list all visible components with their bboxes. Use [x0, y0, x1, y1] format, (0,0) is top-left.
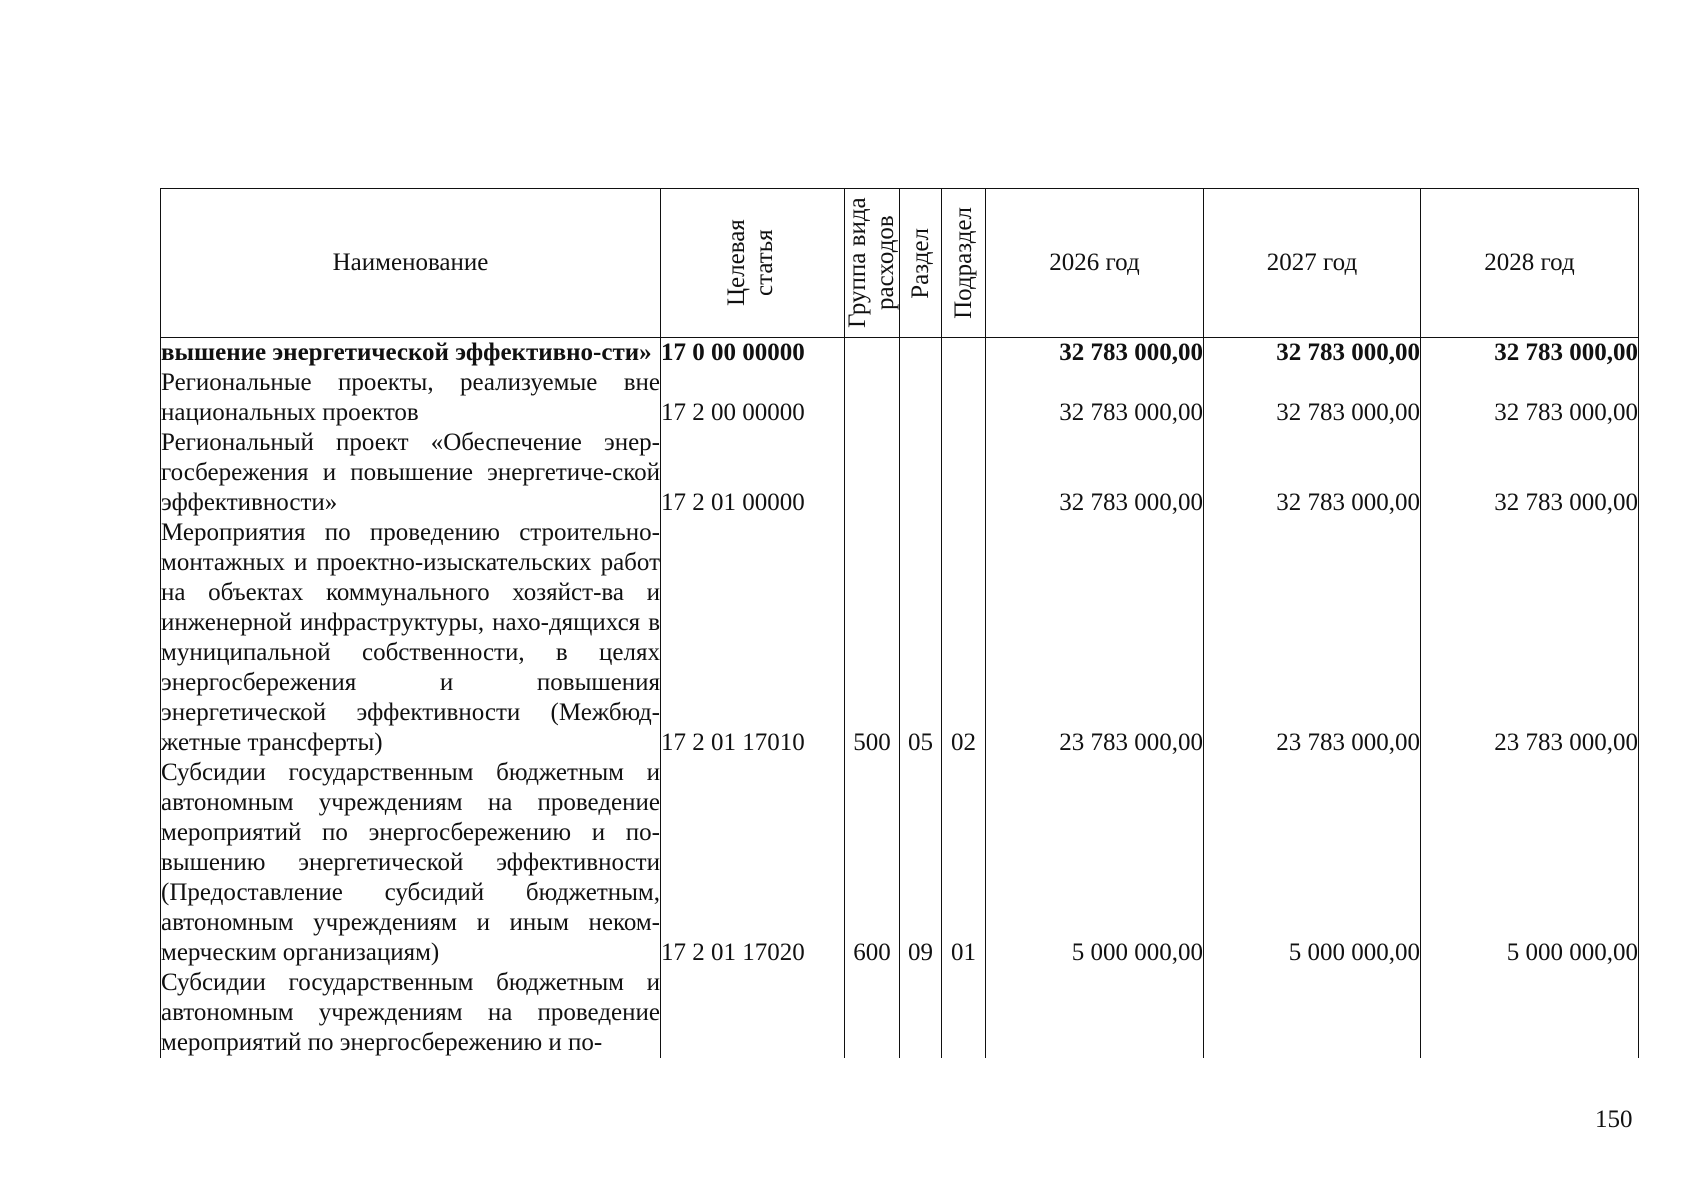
header-subsection-label: Подраздел	[949, 207, 977, 319]
header-name-label: Наименование	[332, 249, 489, 276]
row-group: 600	[845, 758, 900, 968]
header-section-label: Раздел	[906, 227, 934, 299]
header-subsection	[942, 189, 986, 338]
row-subsection	[942, 338, 986, 369]
header-expense-group	[845, 189, 900, 338]
row-2026: 5 000 000,00	[986, 758, 1204, 968]
row-code: 17 2 01 00000	[661, 428, 845, 518]
row-2026: 23 783 000,00	[986, 518, 1204, 758]
row-section	[900, 368, 942, 428]
header-target-article-label: Целевая статья	[722, 219, 778, 307]
row-code: 17 2 00 00000	[661, 368, 845, 428]
row-2028	[1421, 968, 1639, 1058]
row-name: Региональные проекты, реализуемые вне национальных проектов	[161, 369, 660, 426]
header-year-2028	[1421, 189, 1639, 338]
row-2027: 23 783 000,00	[1204, 518, 1421, 758]
page-number: 150	[1595, 1106, 1633, 1133]
row-2028: 5 000 000,00	[1421, 758, 1639, 968]
row-name: Мероприятия по проведению строительно-монтажных и проектно-изыскательских работ на объектах коммунального хозяйст-ва и инженерной инфраструктуры, нахо-дящихся в муниципальной собственности, в целях энергосбережения и повышения энергетической эффективности (Межбюд-жетные трансферты)	[161, 519, 660, 756]
row-2028: 32 783 000,00	[1421, 428, 1639, 518]
header-target-article	[661, 189, 845, 338]
table-row	[161, 428, 1639, 518]
row-2027: 32 783 000,00	[1204, 338, 1421, 369]
row-name: Субсидии государственным бюджетным и автономным учреждениям на проведение мероприятий по энергосбережению и по-вышению энергетической эффективности (Предоставление субсидий бюджетным, автономным учреждениям и иным неком-мерческим организациям)	[161, 759, 660, 966]
row-section: 05	[900, 518, 942, 758]
row-2028: 32 783 000,00	[1421, 368, 1639, 428]
row-name: вышение энергетической эффективно-сти»	[161, 338, 661, 369]
row-2027	[1204, 968, 1421, 1058]
header-row	[161, 189, 1639, 338]
header-year-2026-label: 2026 год	[1049, 249, 1140, 276]
header-year-2027	[1204, 189, 1421, 338]
header-expense-group-label: Группа вида расходов	[844, 197, 899, 329]
row-subsection: 02	[942, 518, 986, 758]
row-subsection	[942, 368, 986, 428]
header-year-2028-label: 2028 год	[1484, 249, 1575, 276]
header-year-2026	[986, 189, 1204, 338]
row-section	[900, 968, 942, 1058]
row-2027: 5 000 000,00	[1204, 758, 1421, 968]
row-2027: 32 783 000,00	[1204, 428, 1421, 518]
row-2028: 23 783 000,00	[1421, 518, 1639, 758]
header-name	[161, 189, 661, 338]
table-row	[161, 338, 1639, 369]
row-2026: 32 783 000,00	[986, 338, 1204, 369]
row-code: 17 2 01 17010	[661, 518, 845, 758]
table-row	[161, 968, 1639, 1058]
row-code: 17 2 01 17020	[661, 758, 845, 968]
table-row	[161, 518, 1639, 758]
header-section	[900, 189, 942, 338]
row-section	[900, 428, 942, 518]
row-2027: 32 783 000,00	[1204, 368, 1421, 428]
table-row	[161, 758, 1639, 968]
row-subsection	[942, 428, 986, 518]
row-2028: 32 783 000,00	[1421, 338, 1639, 369]
row-2026: 32 783 000,00	[986, 368, 1204, 428]
row-code	[661, 968, 845, 1058]
row-section	[900, 338, 942, 369]
row-group	[845, 428, 900, 518]
table-row	[161, 368, 1639, 428]
row-subsection: 01	[942, 758, 986, 968]
row-group	[845, 368, 900, 428]
header-year-2027-label: 2027 год	[1266, 249, 1358, 276]
row-name: Региональный проект «Обеспечение энер-госбережения и повышение энергетиче-ской эффективности»	[161, 429, 660, 516]
row-2026	[986, 968, 1204, 1058]
row-section: 09	[900, 758, 942, 968]
row-group	[845, 338, 900, 369]
row-subsection	[942, 968, 986, 1058]
row-group: 500	[845, 518, 900, 758]
row-code: 17 0 00 00000	[661, 338, 845, 369]
row-name: Субсидии государственным бюджетным и автономным учреждениям на проведение мероприятий по энергосбережению и по-	[161, 969, 660, 1056]
row-group	[845, 968, 900, 1058]
budget-table	[160, 188, 1639, 1058]
row-2026: 32 783 000,00	[986, 428, 1204, 518]
